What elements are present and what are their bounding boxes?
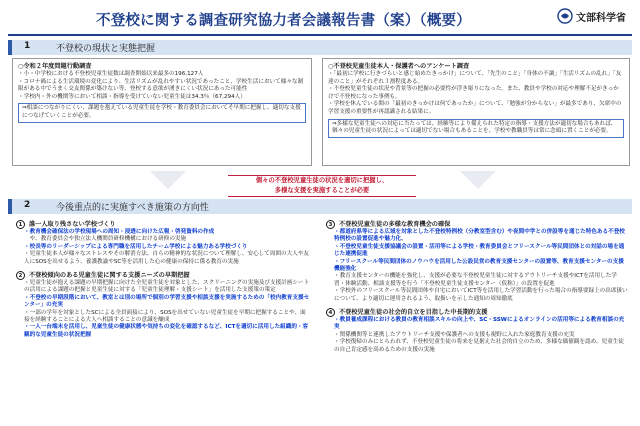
left-bullet — [18, 94, 306, 102]
section-2-number: 2 — [24, 200, 31, 210]
measures-left-column — [12, 217, 314, 421]
measure-1-line — [16, 236, 310, 243]
measures-right-column — [322, 217, 632, 421]
header — [0, 0, 640, 36]
left-conclusion-text: ⇒相談につながりにくい、課題を抱えている児童生徒を学校・教育委員会においてそ早期に把握し、適切な支援につなげていくことが必要。 — [22, 105, 301, 119]
down-arrow-right — [460, 171, 496, 189]
measure-3-line — [326, 259, 628, 274]
key-message-callout — [228, 175, 416, 197]
measure-4-heading — [326, 307, 628, 317]
page-title: 不登校に関する調査研究協力者会議報告書（案）（概要） — [96, 13, 471, 29]
section-2-title: 今後重点的に実施すべき施策の方向性 — [56, 203, 209, 213]
survey-panel-right — [322, 58, 630, 166]
panel-left-title: ○令和２年度問題行動調査 — [18, 63, 92, 70]
ministry-logo — [557, 8, 626, 24]
measure-2-title: 不登校傾向のある児童生徒に関する支援ニーズの早期把握 — [29, 272, 190, 280]
callout-line-2: 多様な支援を実施することが必要 — [274, 187, 370, 194]
right-conclusion-box — [328, 119, 624, 138]
measure-3-line — [326, 229, 628, 244]
measure-2-number: 2 — [16, 271, 25, 280]
callout-line-1: 個々の不登校児童生徒の状況を適切に把握し、 — [255, 177, 389, 184]
measure-4-line-text: ・学校復帰のみにとらわれず、不登校児童生徒の将来を見据えた社会的自立のため、多様な価値観を認め、児童生徒の自己肯定感を高めるための支援の実施 — [334, 339, 624, 353]
measure-1-line-text: や、教育委員会や独立法人機関員研修機構における研修の実施 — [24, 236, 187, 243]
right-bullet — [328, 86, 624, 101]
measure-3-line — [326, 288, 628, 303]
right-bullet-text: ・不登校児童生徒の状況や背景等の把握の必要性が浮き彫りになった。また、教員や学校の対応や理解不足がきっかけで不登校になった事例も。 — [328, 86, 619, 100]
measure-1-heading — [16, 219, 310, 229]
measure-4-line — [326, 339, 628, 354]
measure-2-heading — [16, 270, 310, 280]
measure-4-number: 4 — [326, 308, 335, 317]
right-bullet — [328, 101, 624, 116]
left-bullet-text: ・コロナ禍による生活環境の変化により、生活リズムが乱れやすい状況であったこと、学校生活において様々な制限がある中でうまく交友関係が築けない等、登校する意欲が湧きにくい状況にあった可能性 — [18, 78, 304, 93]
measure-2-line — [16, 295, 310, 310]
measure-3-line-text: ・不登校児童生徒支援協議会の設置・活用等による学校・教育委員会とフリースクール等民間団体との対話の場を通じた連携促進 — [334, 243, 625, 258]
left-conclusion-box — [18, 103, 306, 122]
measure-4-line-text: ・関係機関等と連携したアウトリーチ支援や保護者への支援も視野に入れた家庭教育支援の充実 — [334, 331, 575, 338]
measure-2-line-text: ・一人一台端末を活用し、児童生徒の健康状態や気持ちの変化を確認するなど、ICTを適切に活用した組織的・客観的な児童生徒の状況把握 — [24, 324, 309, 338]
measure-2-line-text: ・一部の学年を対象としたSCによる全員面接により、SOSを出せていない児童生徒を早期に把握することや、面接を経験することによる大人へ相談することの意識を醸成 — [24, 309, 306, 324]
section-1-title: 不登校の現状と実態把握 — [56, 44, 156, 54]
measure-4-line — [326, 317, 628, 332]
measure-3-line — [326, 244, 628, 259]
measure-2-line — [16, 280, 310, 295]
measure-1-line-text: ・校長等のリーダーシップによる専門職を活用したチーム学校による魅力ある学校づくり — [24, 243, 248, 250]
left-bullet — [18, 71, 306, 79]
measure-3-line-text: ・都道府県等による広域を対象とした不登校特例校（分教室型含む）や夜間中学との併設等を通じた特色ある不登校特例校の設置促進や魅力化、 — [334, 229, 625, 243]
right-bullet-text: ・学校を休んでいる間の「最初のきっかけは何であったか」について、「勉強が分からない」が最多であり、欠席中の学習支援の重要性が再認識される結果に。 — [328, 101, 622, 115]
measure-3-line-text: ・フリースクール等民間団体のノウハウを活用した公設民営の教育支援センターの設置等、教育支援センターの支援機能強化 — [334, 258, 624, 273]
left-bullet-text: ・小・中学校における不登校児童生徒数は調査開始以来最多の196,127人 — [18, 71, 204, 77]
survey-panel-left — [12, 58, 312, 166]
right-conclusion-text: ⇒多様な児童生徒への対応に当たっては、経験等により備えられた特定の指導・支援方法が適切な場合もあれば、個々の児童生徒の状況によっては適切でない場合もあることを、学校や教職員等は常に念頭に置くことが必要。 — [332, 120, 617, 135]
measure-1-line — [16, 251, 310, 266]
mext-logo-icon — [557, 8, 573, 24]
measure-3-line-text: ・教育支援センターの機能を強化し、支援が必要な不登校児童生徒に対するアウトリーチ支援やICTを活用した学習・体験活動、相談支援等を行う「不登校児童生徒支援センター（仮称）」の設置を促進 — [334, 273, 617, 287]
measure-2-line-text: ・不登校の早期段階において、教室とは別の場所で個別の学習支援や相談支援を実施するための「校内教育支援センター」の充実 — [24, 294, 310, 309]
measure-2-line — [16, 310, 310, 325]
measure-1-line-text: ・児童生徒本人が様々なストレスやその解消方法、自らの精神的な状況について理解し、安心して周囲の大人や友人にSOSを出せるよう、養護教諭やSC等を活用した心の健康の保持に係る教育の実施 — [24, 251, 310, 265]
panel-right-title: ○不登校児童生徒本人・保護者へのアンケート調査 — [328, 63, 470, 70]
title-divider — [8, 34, 632, 36]
section-2-header — [8, 199, 632, 214]
section-1-header — [8, 40, 632, 55]
measure-2-line-text: ・児童生徒が抱える課題の早期把握に向けた全児童生徒を対象とした、スクリーニングの実施及び支援計画シートの活用による課題の把握と児童生徒に対する「児童生徒理解・支援シート」を活用した支援策の策定 — [24, 280, 310, 294]
section-1-number: 1 — [24, 41, 31, 51]
measure-3-title: 不登校児童生徒の多様な教育機会の確保 — [339, 221, 451, 228]
measure-1-number: 1 — [16, 220, 25, 229]
left-bullet — [18, 79, 306, 94]
left-bullet-text: ・学校内・外の機関等において相談・指導を受けていない児童生徒は34.3％（67,294人） — [18, 93, 246, 100]
logo-text: 文部科学省 — [576, 12, 626, 24]
measure-3-line-text: ・学校外のフリースクール等民間団体や自宅においてICT等を活用した学習活動を行った場合の指導要録上の出席扱いについて、より適切に運用されるよう、取扱いを示した通知の周知徹底 — [334, 288, 628, 302]
measure-1-title: 誰一人取り残さない学校づくり — [29, 221, 116, 228]
measure-4-title: 不登校児童生徒の社会的自立を目指した中長期的支援 — [339, 309, 488, 317]
measure-3-heading — [326, 219, 628, 229]
measure-3-number: 3 — [326, 220, 335, 229]
down-arrow-left — [150, 171, 186, 189]
measure-2-line — [16, 324, 310, 339]
right-bullet-text: ・「最初に学校に行きづらいと感じ始めたきっかけ」について、「先生のこと」「身体の不調」「生活リズムの乱れ」「友達のこと」がそれぞれ３割程度ある。 — [328, 71, 622, 85]
measure-1-line-text: ・教育機会確保法の学校現場への周知・浸透に向けた広報・啓発資料の作成 — [24, 229, 215, 235]
measure-3-line — [326, 273, 628, 288]
right-bullet — [328, 71, 624, 86]
measure-4-line-text: ・教員養成課程における教員の教育相談スキルの向上や、SC・SSWによるオンラインの活用等による教育相談の充実 — [334, 317, 625, 331]
